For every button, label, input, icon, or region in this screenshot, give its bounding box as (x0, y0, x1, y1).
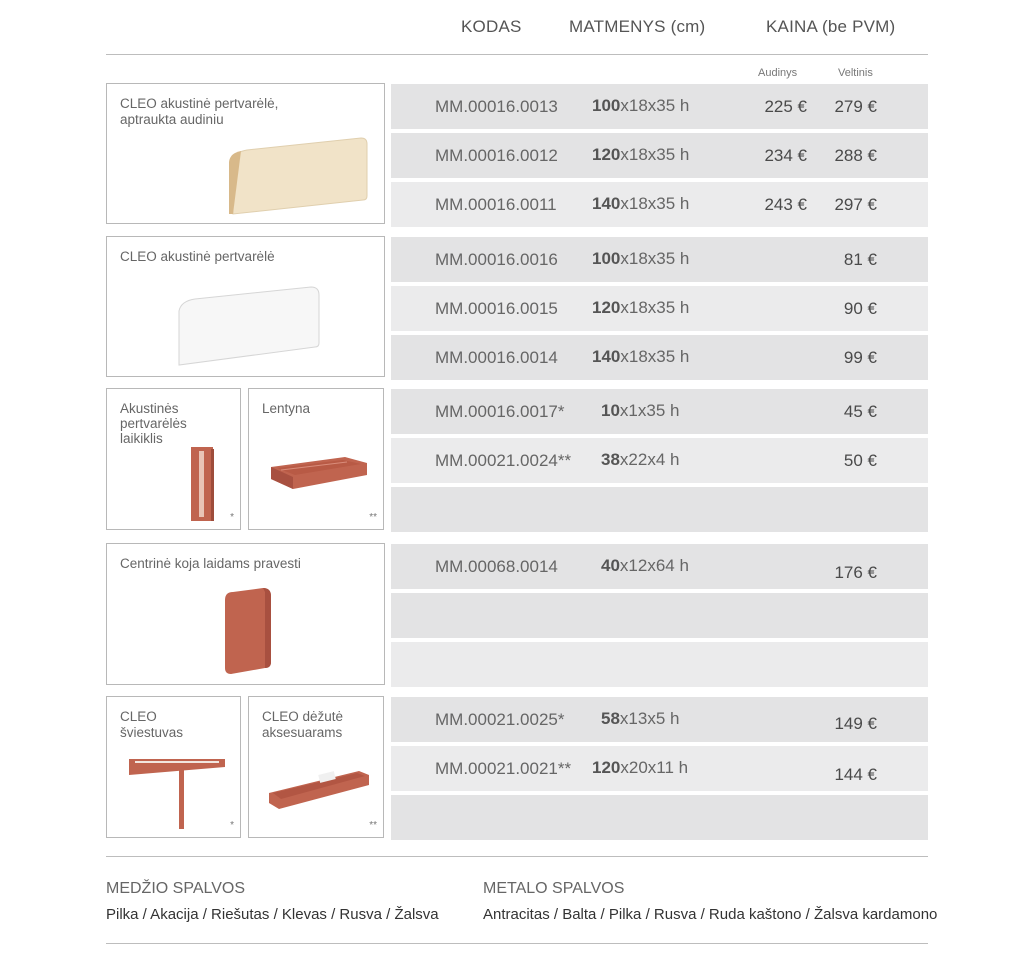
product-dimensions: 40x12x64 h (601, 556, 689, 575)
price-fabric: 234 € (764, 146, 807, 165)
product-label: CLEO akustinė pertvarėlė, aptraukta audiniu (120, 96, 279, 127)
header-price: KAINA (be PVM) (766, 17, 896, 36)
footnote-marker: ** (369, 512, 377, 523)
product-code: MM.00016.0013 (435, 97, 558, 116)
table-row (391, 389, 928, 434)
footnote-marker: ** (369, 820, 377, 831)
table-row-empty (391, 593, 928, 638)
product-code: MM.00016.0012 (435, 146, 558, 165)
table-row (391, 182, 928, 227)
product-label: CLEO dėžutė aksesuarams (262, 709, 344, 740)
price-felt: 279 € (834, 97, 877, 116)
product-card (106, 543, 385, 685)
footnote-marker: * (230, 820, 234, 831)
product-dimensions: 10x1x35 h (601, 401, 680, 420)
table-row (391, 237, 928, 282)
subheader-felt: Veltinis (838, 67, 873, 79)
table-row-empty (391, 642, 928, 687)
lamp-image (125, 753, 229, 833)
product-dimensions: 120x20x11 h (592, 758, 689, 777)
header-divider (106, 54, 928, 55)
footnote-marker: * (230, 512, 234, 523)
price-felt: 90 € (843, 299, 877, 318)
table-row (391, 335, 928, 380)
table-row (391, 746, 928, 791)
product-card (248, 388, 384, 530)
product-code: MM.00021.0024** (435, 451, 572, 470)
product-label: Centrinė koja laidams pravesti (120, 556, 301, 571)
product-code: MM.00016.0017* (435, 402, 565, 421)
price-fabric: 225 € (764, 97, 807, 116)
product-dimensions: 100x18x35 h (592, 249, 690, 268)
product-dimensions: 120x18x35 h (592, 298, 690, 317)
price-felt: 176 € (834, 563, 877, 582)
footer-divider-top (106, 856, 928, 857)
table-row (391, 84, 928, 129)
felt-panel-image (173, 281, 325, 369)
shelf-image (267, 453, 371, 497)
product-dimensions: 100x18x35 h (592, 96, 690, 115)
product-label: CLEO akustinė pertvarėlė (120, 249, 275, 264)
table-row (391, 438, 928, 483)
price-felt: 50 € (843, 451, 877, 470)
product-code: MM.00068.0014 (435, 557, 558, 576)
table-row-empty (391, 487, 928, 532)
metal-colors-title: METALO SPALVOS (483, 880, 625, 897)
price-felt: 99 € (843, 348, 877, 367)
product-dimensions: 140x18x35 h (592, 347, 690, 366)
product-code: MM.00021.0025* (435, 710, 565, 729)
footer-divider-bottom (106, 943, 928, 944)
wood-colors-list: Pilka / Akacija / Riešutas / Klevas / Rusva / Žalsva (106, 906, 439, 923)
table-row (391, 697, 928, 742)
table-row (391, 286, 928, 331)
product-code: MM.00016.0014 (435, 348, 558, 367)
fabric-panel-image (225, 134, 370, 220)
product-card (106, 388, 241, 530)
product-label: CLEO šviestuvas (120, 709, 184, 740)
product-card (106, 236, 385, 377)
product-code: MM.00016.0016 (435, 250, 558, 269)
price-felt: 81 € (843, 250, 877, 269)
price-felt: 149 € (834, 714, 877, 733)
product-label: Lentyna (262, 401, 311, 416)
price-felt: 297 € (834, 195, 877, 214)
price-felt: 45 € (843, 402, 877, 421)
product-label: Akustinės pertvarėlės laikiklis (120, 401, 187, 446)
wood-colors-title: MEDŽIO SPALVOS (106, 880, 245, 897)
subheader-fabric: Audinys (758, 67, 798, 79)
product-dimensions: 120x18x35 h (592, 145, 690, 164)
product-dimensions: 58x13x5 h (601, 709, 680, 728)
panel-holder-image (185, 443, 225, 525)
header-dimensions: MATMENYS (cm) (569, 17, 706, 36)
product-dimensions: 38x22x4 h (601, 450, 680, 469)
price-felt: 288 € (834, 146, 877, 165)
product-card (106, 83, 385, 224)
metal-colors-list: Antracitas / Balta / Pilka / Rusva / Ruda kaštono / Žalsva kardamono (483, 906, 938, 923)
table-row (391, 544, 928, 589)
center-leg-image (219, 584, 281, 678)
accessory-box-image (265, 759, 373, 815)
table-row-empty (391, 795, 928, 840)
product-dimensions: 140x18x35 h (592, 194, 690, 213)
table-row (391, 133, 928, 178)
product-code: MM.00016.0011 (435, 195, 557, 214)
product-card (106, 696, 241, 838)
header-code: KODAS (461, 17, 522, 36)
product-code: MM.00021.0021** (435, 759, 572, 778)
price-fabric: 243 € (764, 195, 807, 214)
product-code: MM.00016.0015 (435, 299, 558, 318)
price-felt: 144 € (834, 765, 877, 784)
product-card (248, 696, 384, 838)
